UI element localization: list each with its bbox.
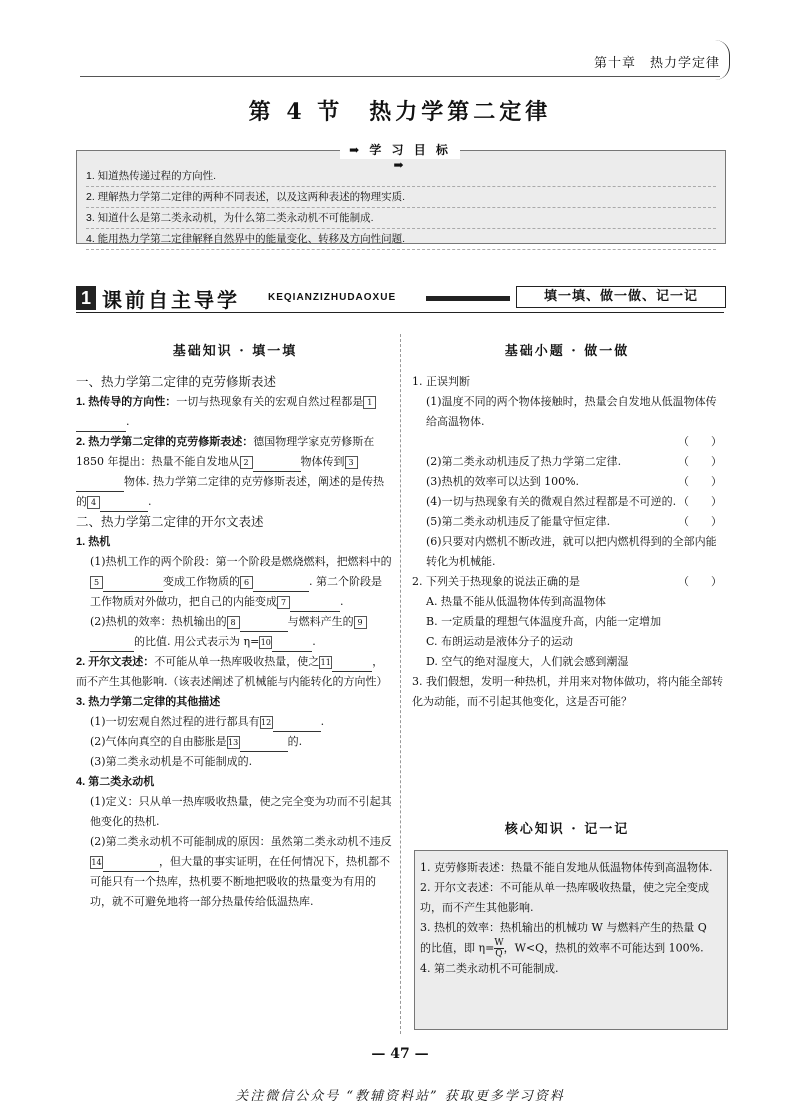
blank-number: 5: [90, 576, 103, 589]
fill-blank[interactable]: [90, 637, 134, 652]
option-d: D. 空气的绝对湿度大，人们就会感到潮湿: [426, 655, 629, 668]
answer-paren[interactable]: （ ）: [678, 575, 722, 588]
fill-blank[interactable]: [100, 497, 148, 512]
section-subtitle: 填一填、做一做、记一记: [516, 286, 726, 308]
heading-clausius: 一、热力学第二定律的克劳修斯表述: [76, 375, 277, 389]
goal-item: 1. 知道热传递过程的方向性.: [86, 166, 716, 187]
blank-number: 2: [240, 456, 253, 469]
goal-item: 2. 理解热力学第二定律的两种不同表述，以及这两种表述的物理实质.: [86, 187, 716, 208]
fill-blank[interactable]: [272, 637, 312, 652]
judgment-item: (2)第二类永动机违反了热力学第二定律. （ ）: [426, 452, 726, 472]
answer-paren[interactable]: （ ）: [678, 495, 722, 508]
option-c: C. 布朗运动是液体分子的运动: [426, 635, 574, 648]
goal-item: 4. 能用热力学第二定律解释自然界中的能量变化、转移及方向性问题.: [86, 229, 716, 250]
core-item: 3. 热机的效率：热机输出的机械功 W 与燃料产生的热量 Q 的比值，即 η= $\frac{W}{Q}$ ，W<Q，热机的效率不可能达到 100%.: [420, 921, 707, 959]
option-b: B. 一定质量的理想气体温度升高，内能一定增加: [426, 615, 662, 628]
blank-number: 6: [240, 576, 253, 589]
heading-kelvin: 二、热力学第二定律的开尔文表述: [76, 515, 264, 529]
section-pinyin: KEQIANZIZHUDAOXUE: [268, 292, 397, 303]
core-item: 4. 第二类永动机不可能制成.: [420, 962, 559, 975]
options-list: [412, 592, 726, 672]
core-heading: 核心知识 · 记一记: [504, 822, 630, 837]
footer-note: 关注微信公众号 “教辅资料站” 获取更多学习资料: [235, 1089, 565, 1104]
goal-item: 3. 知道什么是第二类永动机，为什么第二类永动机不可能制成.: [86, 208, 716, 229]
answer-paren[interactable]: （ ）: [678, 475, 722, 488]
judgment-item: (4)一切与热现象有关的微观自然过程都是不可逆的. （ ）: [426, 492, 726, 512]
question-2: 2. 下列关于热现象的说法正确的是 （ ）: [412, 572, 726, 592]
goals-tag: ➡ 学 习 目 标 ➡: [340, 141, 460, 159]
fill-blank[interactable]: [273, 717, 321, 732]
section-rule: [76, 312, 724, 313]
goals-list: [86, 166, 716, 250]
blank-number: 1: [363, 396, 376, 409]
fill-blank[interactable]: [253, 457, 301, 472]
judgment-item: (6)只要对内燃机不断改进，就可以把内燃机得到的全部内能转化为机械能.: [426, 535, 717, 568]
blank-number: 9: [354, 616, 367, 629]
chapter-header: 第十章 热力学定律: [593, 56, 720, 71]
question-1: 1. 正误判断: [412, 375, 470, 388]
answer-paren[interactable]: （ ）: [678, 435, 722, 448]
judgment-list: [412, 392, 726, 572]
blank-number: 8: [227, 616, 240, 629]
core-item: 1. 克劳修斯表述：热量不能自发地从低温物体传到高温物体.: [420, 861, 713, 874]
fill-blank[interactable]: [240, 617, 288, 632]
fill-blank[interactable]: [76, 417, 126, 432]
judgment-item: (5)第二类永动机违反了能量守恒定律. （ ）: [426, 512, 726, 532]
question-3: 3. 我们假想，发明一种热机，并用来对物体做功，将内能全部转化为动能，而不引起其他变化，这是否可能？: [412, 675, 723, 708]
judgment-item: (3)热机的效率可以达到 100%. （ ）: [426, 472, 726, 492]
right-column: [412, 372, 726, 712]
section-title: 课前自主导学: [102, 288, 240, 312]
header-curl-decoration: [715, 40, 730, 80]
fill-blank[interactable]: [103, 857, 159, 872]
fill-blank[interactable]: [240, 737, 288, 752]
core-list: [420, 858, 720, 979]
fill-blank[interactable]: [253, 577, 309, 592]
header-rule: [80, 76, 720, 77]
left-column-heading: 基础知识 · 填一填: [172, 344, 298, 359]
core-item: 2. 开尔文表述：不可能从单一热库吸收热量，使之完全变成功，而不产生其他影响.: [420, 881, 709, 914]
blank-number: 4: [87, 496, 100, 509]
blank-number: 7: [277, 596, 290, 609]
section-bar: [426, 296, 510, 301]
section-number: 1: [76, 286, 96, 310]
blank-number: 10: [260, 637, 271, 647]
judgment-item: (1)温度不同的两个物体接触时，热量会自发地从低温物体传给高温物体.: [426, 395, 717, 428]
left-column: 一、热力学第二定律的克劳修斯表述 1. 热传导的方向性：一切与热现象有关的宏观自然过程都是 1. 2. 热力学第二定律的克劳修斯表述：德国物理学家克劳修斯在 1850 年提出：热量不能自发地从 2 物体传到 3物体. 热力学第二定律的克劳修斯表述，阐述的是传热的 4 . 二、热力学第二定律的开尔文表述 1. 热机 (1)热机工作的两个阶段：第一个阶段是燃烧燃料，把燃料中的5 变成工作物质的 6 . 第二个阶段是工作物质对外做功，把自己的内能变成 7 . (2)热机的效率：热机输出的 8 与燃料产生的 9的比值. 用公式表示为 η=10 . 2. 开尔文表述：不可能从单一热库吸收热量，使之11 ，而不产生其他影响.（该表述阐述了机械能与内能转化的方向性） 3. 热力学第二定律的其他描述 (1)一切宏观自然过程的进行都具有12 . (2)气体向真空的自由膨胀是13 的. (3)第二类永动机是不可能制成的. 4. 第二类永动机 (1)定义：只从单一热库吸收热量，使之完全变为功而不引起其他变化的热机. (2)第二类永动机不可能制成的原因：虽然第二类永动机不违反14 ，但大量的事实证明，在任何情况下，热机都不可能只有一个热库，热机要不断地把吸收的热量变为有用的功，就不可避免地将一部分热量传给低温热库.: [76, 372, 392, 912]
blank-number: 14: [91, 857, 102, 867]
right-column-heading: 基础小题 · 做一做: [504, 344, 630, 359]
fill-blank[interactable]: [332, 657, 372, 672]
answer-paren[interactable]: （ ）: [678, 455, 722, 468]
column-divider: [400, 334, 401, 1034]
fill-blank[interactable]: [76, 477, 124, 492]
option-a: A. 热量不能从低温物体传到高温物体: [426, 595, 606, 608]
blank-number: 12: [261, 717, 272, 727]
blank-number: 11: [320, 657, 331, 667]
blank-number: 3: [345, 456, 358, 469]
page-title: 第 4 节 热力学第二定律: [248, 99, 552, 125]
page-number: — 47 —: [371, 1046, 429, 1062]
fill-blank[interactable]: [290, 597, 340, 612]
answer-paren[interactable]: （ ）: [678, 515, 722, 528]
fill-blank[interactable]: [103, 577, 163, 592]
blank-number: 13: [228, 737, 239, 747]
efficiency-fraction: $\frac{W}{Q}$: [494, 938, 504, 959]
